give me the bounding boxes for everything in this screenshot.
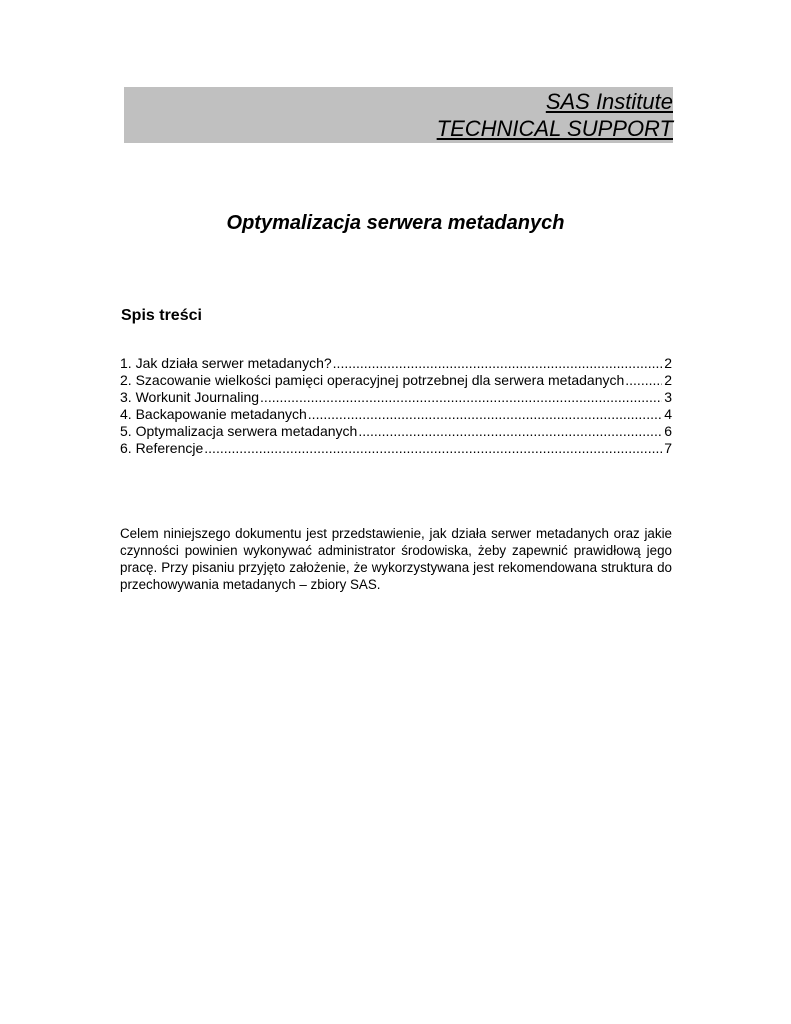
toc-entry-label: 6. Referencje [120, 440, 204, 456]
document-title: Optymalizacja serwera metadanych [226, 212, 565, 234]
toc-entry-label: 5. Optymalizacja serwera metadanych [120, 423, 358, 439]
header-company: SAS Institute [545, 89, 673, 114]
header-department: TECHNICAL SUPPORT [436, 116, 673, 141]
table-of-contents [120, 355, 672, 457]
toc-entry[interactable] [120, 440, 672, 457]
toc-dot-leader [625, 372, 662, 389]
toc-heading: Spis treści [121, 307, 202, 324]
header-banner [124, 87, 673, 143]
toc-entry-page: 6 [664, 423, 672, 439]
toc-dot-leader [204, 440, 662, 457]
toc-entry-page: 4 [664, 406, 672, 422]
toc-entry-page: 2 [664, 355, 672, 371]
toc-entry[interactable] [120, 423, 672, 440]
toc-entry-page: 3 [664, 389, 672, 405]
toc-dot-leader [260, 389, 662, 406]
toc-entry-label: 1. Jak działa serwer metadanych? [120, 355, 332, 371]
toc-entry-label: 3. Workunit Journaling [120, 389, 260, 405]
toc-entry[interactable] [120, 389, 672, 406]
intro-paragraph: Celem niniejszego dokumentu jest przedstawienie, jak działa serwer metadanych oraz jakie czynności powinien wykonywać administrator środowiska, żeby zapewnić prawidłową jego pracę. Przy pisaniu przyjęto założenie, że wykorzystywana jest rekomendowana struktura do przechowywania metadanych – zbiory SAS. [120, 526, 672, 592]
toc-entry[interactable] [120, 372, 672, 389]
toc-dot-leader [358, 423, 662, 440]
toc-entry-label: 2. Szacowanie wielkości pamięci operacyjnej potrzebnej dla serwera metadanych [120, 372, 625, 388]
toc-entry[interactable] [120, 355, 672, 372]
toc-entry[interactable] [120, 406, 672, 423]
toc-entry-label: 4. Backapowanie metadanych [120, 406, 307, 422]
toc-dot-leader [333, 355, 663, 372]
toc-entry-page: 7 [664, 440, 672, 456]
toc-dot-leader [308, 406, 662, 423]
toc-entry-page: 2 [664, 372, 672, 388]
